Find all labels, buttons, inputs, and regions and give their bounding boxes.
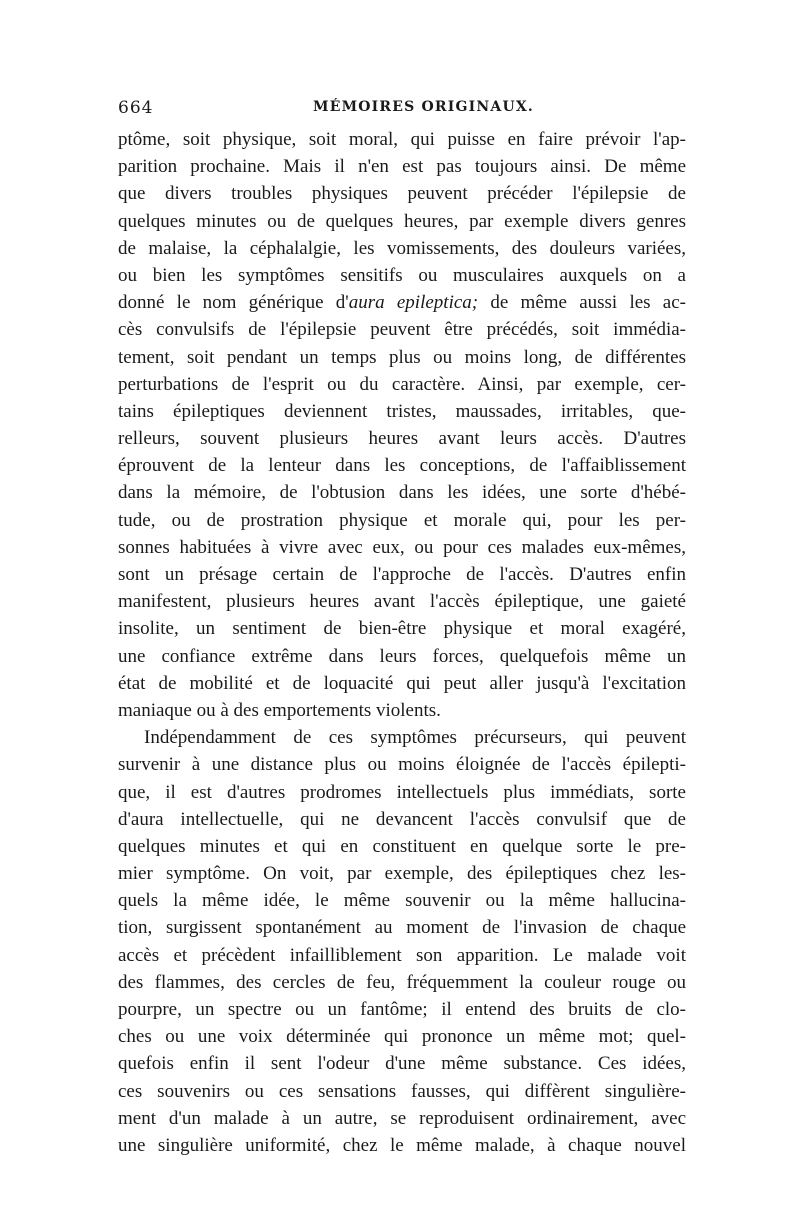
text-line: quelques minutes et qui en constituent en quelque sorte le pre- xyxy=(118,835,686,857)
text-line: éprouvent de la lenteur dans les conceptions, de l'affaiblissement xyxy=(118,455,686,477)
italic-term: aura epileptica; xyxy=(348,292,479,314)
text-line: insolite, un sentiment de bien-être physique et moral exagéré, xyxy=(118,618,686,640)
text-line: une singulière uniformité, chez le même malade, à chaque nouvel xyxy=(118,1134,686,1156)
text-line: que, il est d'autres prodromes intellectuels plus immédiats, sorte xyxy=(118,781,686,803)
text-line: cès convulsifs de l'épilepsie peuvent être précédés, soit immédia- xyxy=(118,319,686,341)
text-line: manifestent, plusieurs heures avant l'accès épileptique, une gaieté xyxy=(118,591,686,613)
text-line: une confiance extrême dans leurs forces, quelquefois même un xyxy=(118,645,686,667)
text-line: des flammes, des cercles de feu, fréquemment la couleur rouge ou xyxy=(118,971,686,993)
text-line: état de mobilité et de loquacité qui peut aller jusqu'à l'excitation xyxy=(118,672,686,694)
text-line: d'aura intellectuelle, qui ne devancent l'accès convulsif que de xyxy=(118,808,686,830)
text-line: ces souvenirs ou ces sensations fausses, qui diffèrent singulière- xyxy=(118,1080,686,1102)
running-head xyxy=(118,98,690,122)
paragraph-first-line: Indépendamment de ces symptômes précurseurs, qui peuvent xyxy=(144,727,686,749)
text-line-with-italic xyxy=(118,289,686,316)
text-line: pourpre, un spectre ou un fantôme; il entend des bruits de clo- xyxy=(118,999,686,1020)
running-title: MÉMOIRES ORIGINAUX. xyxy=(313,99,534,115)
text-line: que divers troubles physiques peuvent précéder l'épilepsie de xyxy=(118,183,686,205)
text-line: quelques minutes ou de quelques heures, par exemple divers genres xyxy=(118,210,686,232)
text-line: mier symptôme. On voit, par exemple, des épileptiques chez les- xyxy=(118,863,686,885)
text-line: maniaque ou à des emportements violents. xyxy=(118,699,441,721)
text-line: de malaise, la céphalalgie, les vomissements, des douleurs variées, xyxy=(118,237,686,259)
text-line: tude, ou de prostration physique et morale qui, pour les per- xyxy=(118,509,686,531)
text-line: tains épileptiques deviennent tristes, maussades, irritables, que- xyxy=(118,400,686,422)
text-line: quefois enfin il sent l'odeur d'une même substance. Ces idées, xyxy=(118,1053,686,1075)
page-number: 664 xyxy=(118,98,154,118)
text-line: ment d'un malade à un autre, se reproduisent ordinairement, avec xyxy=(118,1107,686,1129)
text-line: perturbations de l'esprit ou du caractère. Ainsi, par exemple, cer- xyxy=(118,373,686,395)
text-line: ptôme, soit physique, soit moral, qui puisse en faire prévoir l'ap- xyxy=(118,129,686,150)
text-line: sonnes habituées à vivre avec eux, ou pour ces malades eux-mêmes, xyxy=(118,536,686,558)
text-line: dans la mémoire, de l'obtusion dans les idées, une sorte d'hébé- xyxy=(118,482,686,504)
text-line: survenir à une distance plus ou moins éloignée de l'accès épilepti- xyxy=(118,754,686,776)
text-line: ches ou une voix déterminée qui prononce un même mot; quel- xyxy=(118,1026,686,1048)
text-line: relleurs, souvent plusieurs heures avant leurs accès. D'autres xyxy=(118,428,686,450)
text-line: ou bien les symptômes sensitifs ou musculaires auxquels on a xyxy=(118,264,686,286)
text-line: parition prochaine. Mais il n'en est pas toujours ainsi. De même xyxy=(118,156,686,178)
text-line: quels la même idée, le même souvenir ou la même hallucina- xyxy=(118,890,686,912)
body-text xyxy=(118,126,686,1159)
text-segment: donné le nom générique d' xyxy=(118,292,349,314)
text-segment: de même aussi les ac- xyxy=(478,292,687,314)
text-line: sont un présage certain de l'approche de l'accès. D'autres enfin xyxy=(118,564,686,585)
text-line: tement, soit pendant un temps plus ou moins long, de différentes xyxy=(118,346,686,368)
text-line: tion, surgissent spontanément au moment de l'invasion de chaque xyxy=(118,917,686,939)
text-line: accès et précèdent infailliblement son apparition. Le malade voit xyxy=(118,944,686,966)
